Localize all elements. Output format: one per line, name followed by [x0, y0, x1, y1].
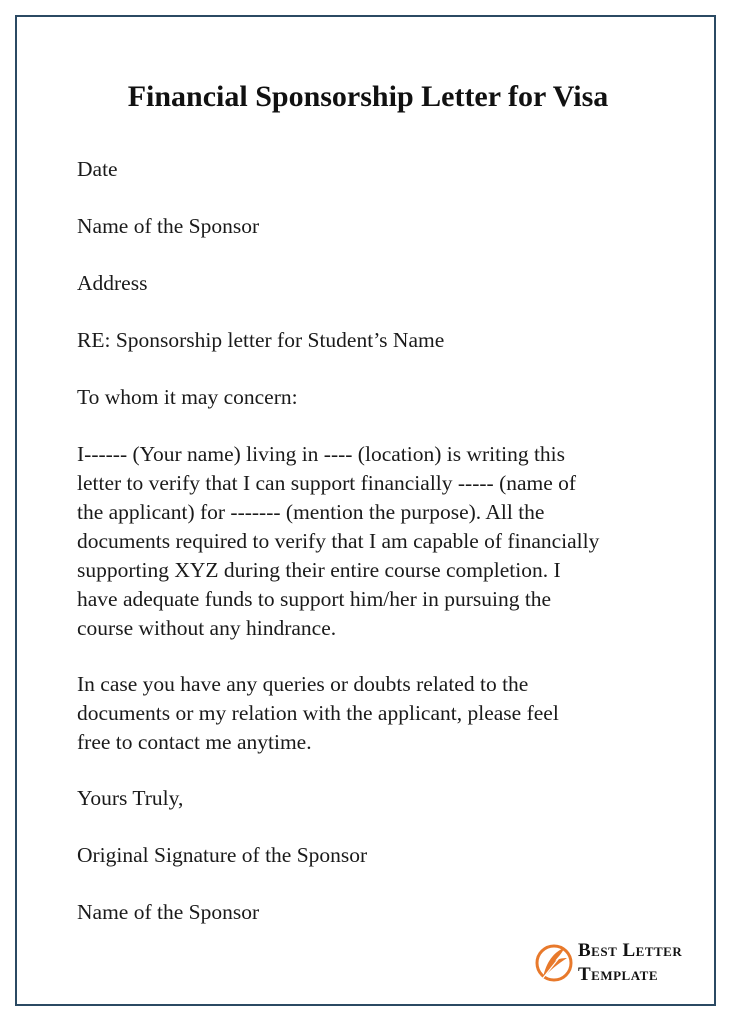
paragraph-line: letter to verify that I can support financially ----- (name of	[77, 471, 577, 495]
paragraph-line: documents required to verify that I am capable of financially	[77, 529, 600, 553]
date-line: Date	[77, 157, 118, 181]
quill-feather-icon	[534, 936, 576, 990]
address-line: Address	[77, 271, 148, 295]
paragraph-line: course without any hindrance.	[77, 616, 337, 640]
best-letter-template-logo	[534, 936, 704, 990]
paragraph-line: free to contact me anytime.	[77, 730, 312, 754]
subject-line: RE: Sponsorship letter for Student’s Name	[77, 328, 445, 352]
paragraph-line: have adequate funds to support him/her in pursuing the	[77, 587, 552, 611]
closing-line: Yours Truly,	[77, 786, 184, 810]
paragraph-line: documents or my relation with the applicant, please feel	[77, 701, 559, 725]
sponsor-name-line: Name of the Sponsor	[77, 214, 260, 238]
letter-title: Financial Sponsorship Letter for Visa	[127, 80, 609, 113]
salutation-line: To whom it may concern:	[77, 385, 298, 409]
logo-text-line-2: Template	[578, 964, 658, 985]
paragraph-line: In case you have any queries or doubts related to the	[77, 672, 529, 696]
closing-name-line: Name of the Sponsor	[77, 900, 260, 924]
paragraph-line: I------ (Your name) living in ---- (location) is writing this	[77, 442, 566, 466]
paragraph-line: supporting XYZ during their entire course completion. I	[77, 558, 561, 582]
signature-line: Original Signature of the Sponsor	[77, 843, 368, 867]
logo-text-line-1: Best Letter	[578, 940, 683, 961]
paragraph-line: the applicant) for ------- (mention the purpose). All the	[77, 500, 545, 524]
